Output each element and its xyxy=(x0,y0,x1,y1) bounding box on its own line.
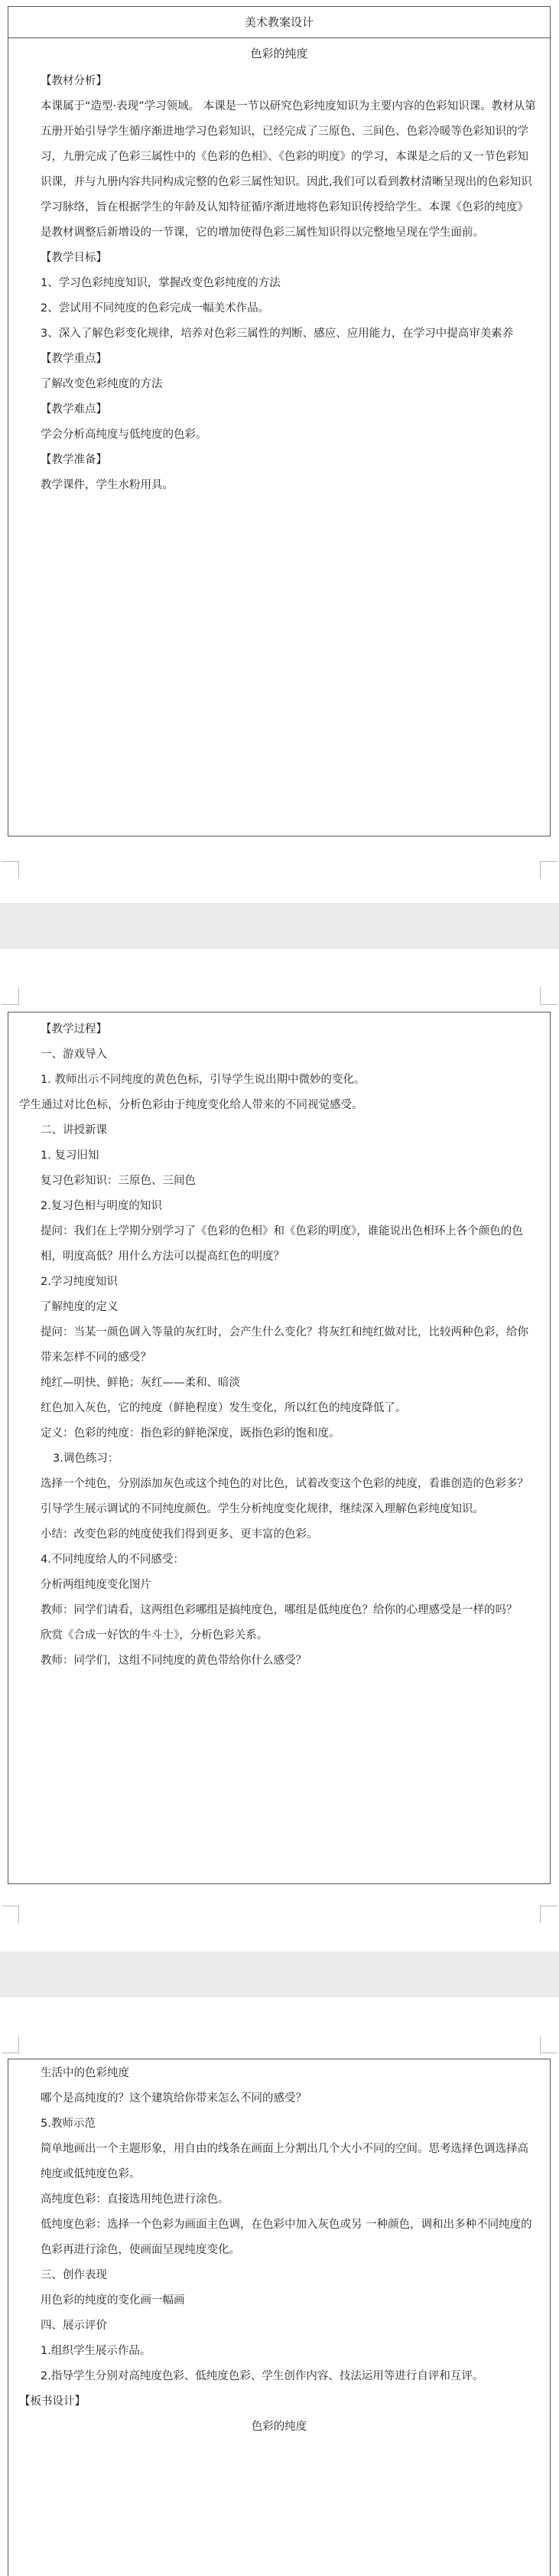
paragraph: 5.教师示范 xyxy=(41,2118,96,2130)
paragraph: 高纯度色彩：直接选用纯色进行涂色。 xyxy=(41,2193,229,2206)
lesson-plan-table-1 xyxy=(8,6,551,836)
section-heading: 【教学目标】 xyxy=(41,252,107,264)
board-design-title: 色彩的纯度 xyxy=(251,2421,307,2433)
crop-mark xyxy=(2,861,19,879)
paragraph: 学生通过对比色标，分析色彩由于纯度变化给人带来的不同视觉感受。 xyxy=(19,1099,363,1111)
paragraph: 1、学习色彩纯度知识，掌握改变色彩纯度的方法 xyxy=(41,277,281,289)
crop-mark xyxy=(540,1906,557,1923)
section-heading: 【教学准备】 xyxy=(41,454,107,466)
paragraph: 提问：我们在上学期分别学习了《色彩的色相》和《色彩的明度》，谁能说出色相环上各个颜色的色相，明度高低？用什么方法可以提高红色的明度？ xyxy=(41,1225,523,1263)
paragraph: 教师：同学们，这组不同纯度的黄色带给你什么感受？ xyxy=(41,1655,307,1667)
paragraph: 了解纯度的定义 xyxy=(41,1301,119,1313)
paragraph: 三、创作表现 xyxy=(41,2269,107,2281)
paragraph: 教师：同学们请看，这两组色彩哪组是搞纯度色，哪组是低纯度色？给你的心理感受是一样的吗？ xyxy=(41,1604,518,1616)
paragraph: 引导学生展示调试的不同纯度颜色。学生分析纯度变化规律，继续深入理解色彩纯度知识。 xyxy=(41,1503,484,1515)
paragraph: 4.不同纯度给人的不同感受： xyxy=(41,1554,184,1566)
lesson-plan-table-3 xyxy=(8,2059,551,2576)
section-heading: 【教学难点】 xyxy=(41,403,107,416)
page1-body xyxy=(8,69,550,498)
paragraph: 生活中的色彩纯度 xyxy=(41,2067,129,2079)
paragraph: 分析两组纯度变化图片 xyxy=(41,1579,151,1591)
paragraph: 小结：改变色彩的纯度使我们得到更多、更丰富的色彩。 xyxy=(41,1528,318,1541)
table-header: 美术教案设计 xyxy=(8,7,550,38)
paragraph: 低纯度色彩：选择一个色彩为画面主色调，在色彩中加入灰色或另 一种颜色，调和出多种不同纯度的色彩再进行涂色，使画面呈现纯度变化。 xyxy=(41,2219,532,2256)
paragraph: 一、游戏导入 xyxy=(41,1048,107,1061)
paragraph: 选择一个纯色，分别添加灰色或这个纯色的对比色，试着改变这个色彩的纯度，看谁创造的色彩多？ xyxy=(41,1478,528,1490)
paragraph: 2.指导学生分别对高纯度色彩、低纯度色彩、学生创作内容、技法运用等进行自评和互评。 xyxy=(41,2370,484,2382)
paragraph: 简单地画出一个主题形象，用自由的线条在画面上分割出几个大小不同的空间。思考选择色调选择高纯度或低纯度色彩。 xyxy=(41,2143,528,2180)
section-heading: 【教材分析】 xyxy=(41,75,107,87)
section-heading: 【教学重点】 xyxy=(41,353,107,365)
paragraph: 二、讲授新课 xyxy=(41,1124,107,1136)
paragraph: 1. 复习旧知 xyxy=(41,1149,99,1162)
page2-body xyxy=(8,1012,550,1674)
paragraph: 3.调色练习： xyxy=(53,1453,119,1465)
crop-mark xyxy=(2,2036,19,2053)
paragraph: 1.组织学生展示作品。 xyxy=(41,2345,151,2357)
paragraph: 四、展示评价 xyxy=(41,2320,107,2332)
paragraph: 用色彩的纯度的变化画一幅画 xyxy=(41,2294,185,2307)
page3-body xyxy=(8,2059,550,2440)
crop-mark xyxy=(2,987,19,1005)
paragraph: 1. 教师出示不同纯度的黄色色标，引导学生说出期中微妙的变化。 xyxy=(41,1074,366,1086)
paragraph: 2.复习色相与明度的知识 xyxy=(41,1200,162,1212)
lesson-plan-table-2 xyxy=(8,1012,551,1884)
paragraph: 红色加入灰色，它的纯度（鲜艳程度）发生变化，所以红色的纯度降低了。 xyxy=(41,1402,407,1414)
paragraph: 定义：色彩的纯度：指色彩的鲜艳深度，既指色彩的饱和度。 xyxy=(41,1427,340,1440)
crop-mark xyxy=(540,987,557,1005)
lesson-title: 色彩的纯度 xyxy=(250,47,308,60)
crop-mark xyxy=(540,2036,557,2053)
paragraph: 纯红—明快、鲜艳；灰红——柔和、暗淡 xyxy=(41,1377,240,1389)
paragraph: 教学课件，学生水粉用具。 xyxy=(41,479,174,491)
paragraph: 欣赏《合成一好饮的牛斗士》，分析色彩关系。 xyxy=(41,1629,268,1642)
document-page-2 xyxy=(0,949,559,1952)
document-page-3 xyxy=(0,1997,559,2576)
page-gap xyxy=(0,1952,559,1997)
paragraph: 2、尝试用不同纯度的色彩完成一幅美术作品。 xyxy=(41,302,270,315)
paragraph: 了解改变色彩纯度的方法 xyxy=(41,378,163,390)
section-heading: 【板书设计】 xyxy=(19,2395,86,2408)
page-gap xyxy=(0,903,559,949)
crop-mark xyxy=(2,1906,19,1923)
paragraph: 本课属于“造型·表现”学习领域。 本课是一节以研究色彩纯度知识为主要内容的色彩知识课。教材从第五册开始引导学生循序渐进地学习色彩知识，已经完成了三原色、三间色、色彩冷暖等色彩知识的学习，九册完成了色彩三属性中的《色彩的色相》、《色彩的明度》的学习，本课是之后的又一节色彩知识课，并与九册内容共同构成完整的色彩三属性知识。因此,我们可以看到教材清晰呈现出的色彩知识学习脉络，旨在根据学生的年龄及认知特征循序渐进地将色彩知识传授给学生。本课《色彩的纯度》是教材调整后新增设的一节课，它的增加使得色彩三属性知识得以完整地呈现在学生面前。 xyxy=(41,100,536,239)
paragraph: 2.学习纯度知识 xyxy=(41,1276,118,1288)
document-page-1 xyxy=(0,0,559,903)
section-heading: 【教学过程】 xyxy=(41,1023,107,1035)
paragraph: 3、深入了解色彩变化规律，培养对色彩三属性的判断、感应、应用能力，在学习中提高审美素养 xyxy=(41,328,514,340)
paragraph: 提问：当某一颜色调入等量的灰红时，会产生什么变化？将灰红和纯红做对比，比较两种色彩，给你带来怎样不同的感受？ xyxy=(41,1326,528,1364)
paragraph: 复习色彩知识：三原色、三间色 xyxy=(41,1175,196,1187)
crop-mark xyxy=(540,861,557,879)
paragraph: 哪个是高纯度的？这个建筑给你带来怎么不同的感受？ xyxy=(41,2092,307,2105)
paragraph: 学会分析高纯度与低纯度的色彩。 xyxy=(41,429,207,441)
